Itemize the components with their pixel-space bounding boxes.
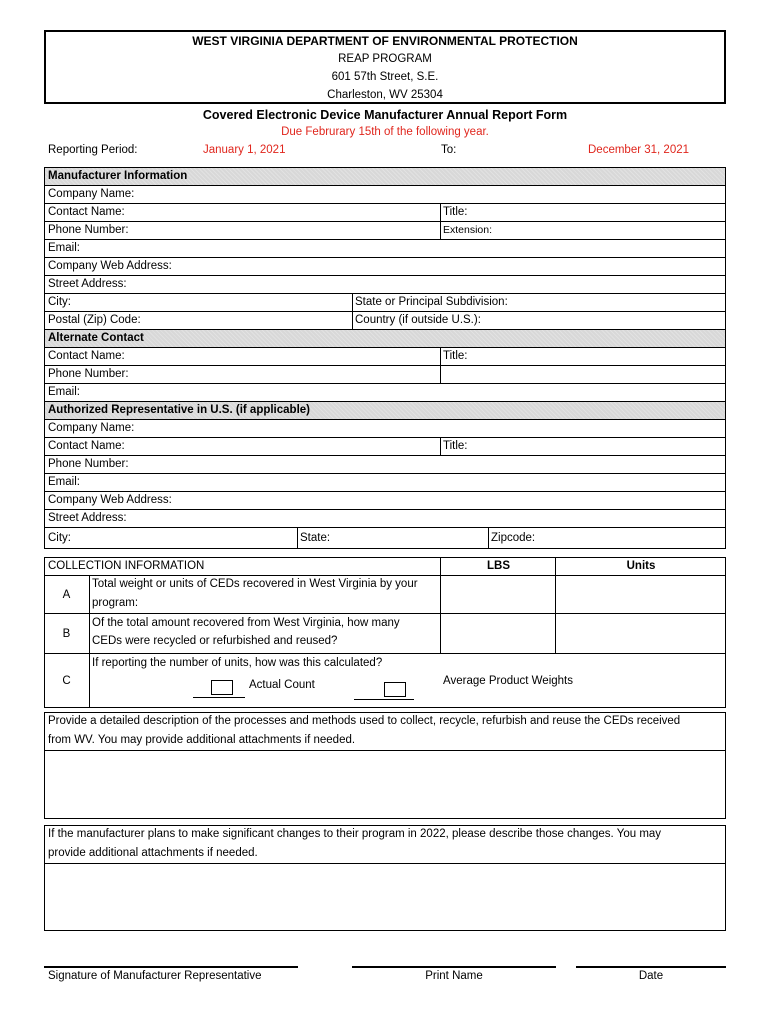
auth-street-field[interactable]: Street Address: (45, 510, 725, 528)
mfr-contact-name-label: Contact Name: (48, 206, 125, 218)
row-b-text-line-1: Of the total amount recovered from West Virginia, how many (92, 617, 400, 629)
print-name-label: Print Name (425, 970, 483, 982)
row-c-question: If reporting the number of units, how was this calculated? (92, 657, 383, 669)
divider (440, 204, 441, 240)
average-weights-checkbox[interactable] (384, 682, 406, 697)
date-label: Date (638, 970, 664, 982)
auth-contact-name-field[interactable] (45, 438, 725, 456)
actual-count-label: Actual Count (249, 679, 315, 691)
auth-company-name-field[interactable]: Company Name: (45, 420, 725, 438)
actual-count-checkbox[interactable] (211, 680, 233, 695)
alternate-heading: Alternate Contact (45, 330, 725, 348)
row-a-text-line-2: program: (92, 597, 139, 609)
authorized-heading: Authorized Representative in U.S. (if applicable) (45, 402, 725, 420)
program-name: REAP PROGRAM (338, 53, 432, 65)
row-b-letter: B (62, 628, 71, 640)
row-a-lbs-input[interactable] (441, 576, 555, 613)
row-b-units-input[interactable] (556, 614, 725, 653)
divider (44, 653, 726, 654)
row-c-letter: C (62, 675, 71, 687)
address-line-1: 601 57th Street, S.E. (331, 71, 439, 83)
reporting-to-label: To: (441, 144, 457, 156)
mfr-email-field[interactable]: Email: (45, 240, 725, 258)
underline (354, 699, 414, 700)
mfr-phone-label: Phone Number: (48, 224, 129, 236)
alt-email-field[interactable]: Email: (45, 384, 725, 402)
divider (440, 348, 441, 384)
divider (297, 528, 298, 549)
average-weights-label: Average Product Weights (443, 675, 573, 687)
auth-state-field[interactable]: State: (300, 532, 331, 544)
mfr-title-field[interactable]: Title: (443, 206, 468, 218)
agency-header (44, 30, 726, 104)
description-textarea[interactable] (45, 751, 725, 818)
mfr-street-field[interactable]: Street Address: (45, 276, 725, 294)
auth-web-field[interactable]: Company Web Address: (45, 492, 725, 510)
divider (89, 575, 90, 708)
row-b-lbs-input[interactable] (441, 614, 555, 653)
mfr-extension-field[interactable]: Extension: (443, 224, 493, 236)
changes-prompt-line-2: provide additional attachments if needed. (48, 847, 258, 859)
auth-contact-name-label: Contact Name: (48, 440, 125, 452)
alt-contact-name-label: Contact Name: (48, 350, 125, 362)
mfr-postal-label: Postal (Zip) Code: (48, 314, 141, 326)
changes-prompt-line-1: If the manufacturer plans to make significant changes to their program in 2022, please describe those changes. You may (48, 828, 662, 840)
divider (352, 294, 353, 330)
underline (193, 697, 245, 698)
reporting-start-date[interactable]: January 1, 2021 (203, 144, 286, 156)
reporting-period-label: Reporting Period: (48, 144, 138, 156)
agency-name: WEST VIRGINIA DEPARTMENT OF ENVIRONMENTAL PROTECTION (192, 34, 578, 48)
row-a-letter: A (62, 589, 71, 601)
description-prompt-line-1: Provide a detailed description of the processes and methods used to collect, recycle, refurbish and reuse the CEDs received (48, 715, 681, 727)
mfr-web-field[interactable]: Company Web Address: (45, 258, 725, 276)
units-column-header: Units (626, 560, 656, 572)
auth-city-label: City: (48, 532, 71, 544)
alt-phone-field[interactable]: Phone Number: (45, 366, 725, 384)
mfr-state-field[interactable]: State or Principal Subdivision: (355, 296, 508, 308)
form-title: Covered Electronic Device Manufacturer Annual Report Form (202, 108, 568, 122)
auth-zip-field[interactable]: Zipcode: (491, 532, 536, 544)
alt-contact-name-field[interactable] (45, 348, 725, 366)
mfr-company-name-field[interactable]: Company Name: (45, 186, 725, 204)
changes-textarea[interactable] (45, 864, 725, 930)
row-b-text-line-2: CEDs were recycled or refurbished and reused? (92, 635, 338, 647)
mfr-contact-name-field[interactable] (45, 204, 725, 222)
description-prompt-line-2: from WV. You may provide additional attachments if needed. (48, 734, 356, 746)
reporting-end-date[interactable]: December 31, 2021 (588, 144, 690, 156)
manufacturer-heading: Manufacturer Information (45, 168, 725, 186)
divider (440, 438, 441, 456)
alt-title-field[interactable]: Title: (443, 350, 468, 362)
collection-heading: COLLECTION INFORMATION (48, 560, 205, 572)
signature-label: Signature of Manufacturer Representative (48, 970, 262, 982)
mfr-country-field[interactable]: Country (if outside U.S.): (355, 314, 481, 326)
mfr-phone-field[interactable] (45, 222, 725, 240)
divider (488, 528, 489, 549)
auth-title-field[interactable]: Title: (443, 440, 468, 452)
lbs-column-header: LBS (487, 560, 510, 572)
due-note: Due Februrary 15th of the following year. (281, 126, 489, 138)
row-a-text-line-1: Total weight or units of CEDs recovered in West Virginia by your (92, 578, 418, 590)
auth-email-field[interactable]: Email: (45, 474, 725, 492)
auth-phone-field[interactable]: Phone Number: (45, 456, 725, 474)
auth-city-field[interactable] (45, 530, 725, 548)
mfr-city-label: City: (48, 296, 71, 308)
address-line-2: Charleston, WV 25304 (327, 89, 443, 101)
row-a-units-input[interactable] (556, 576, 725, 613)
